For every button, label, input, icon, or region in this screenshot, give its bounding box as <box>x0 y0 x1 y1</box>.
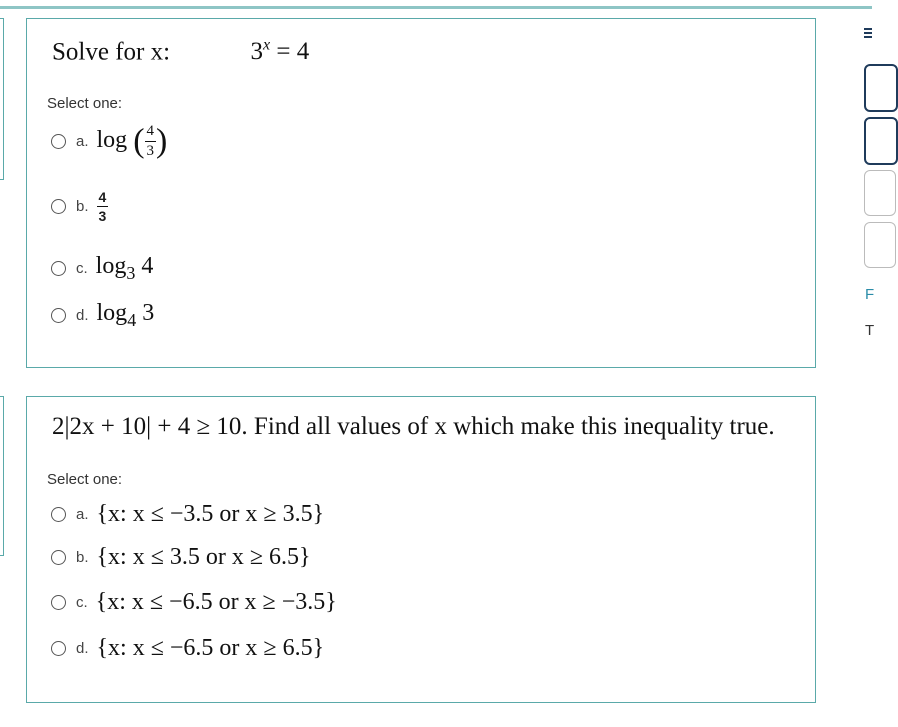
option-text: {x: x ≤ −6.5 or x ≥ 6.5} <box>96 634 325 661</box>
answer-option-b[interactable] <box>51 540 311 574</box>
answer-option-d[interactable] <box>51 631 324 665</box>
quiz-nav-button-1[interactable] <box>864 64 898 112</box>
question-1-equation <box>251 38 310 65</box>
option-letter: d. <box>76 639 89 657</box>
fraction-denominator: 3 <box>98 207 107 224</box>
paren-close: ) <box>156 122 168 159</box>
question-1-prompt: Solve for x: <box>52 38 171 66</box>
menu-icon[interactable] <box>864 28 872 38</box>
select-one-label: Select one: <box>47 95 123 112</box>
radio-button[interactable] <box>51 641 66 656</box>
radio-button[interactable] <box>51 595 66 610</box>
radio-button[interactable] <box>51 199 66 214</box>
log-base: 4 <box>127 309 137 330</box>
radio-button[interactable] <box>51 134 66 149</box>
option-letter: a. <box>76 505 89 523</box>
option-text <box>97 300 155 331</box>
answer-option-a[interactable] <box>51 124 167 158</box>
option-letter: b. <box>76 197 89 215</box>
fraction-denominator: 3 <box>146 142 155 159</box>
answer-option-a[interactable] <box>51 497 324 531</box>
option-text <box>97 190 109 223</box>
answer-option-c[interactable] <box>51 251 153 285</box>
quiz-nav-button-3[interactable] <box>864 170 896 216</box>
select-one-label: Select one: <box>47 471 123 488</box>
radio-button[interactable] <box>51 550 66 565</box>
option-text: {x: x ≤ −3.5 or x ≥ 3.5} <box>96 500 325 527</box>
fraction-numerator: 4 <box>145 124 157 142</box>
option-letter: a. <box>76 132 89 150</box>
answer-option-d[interactable] <box>51 298 154 332</box>
option-text: {x: x ≤ 3.5 or x ≥ 6.5} <box>96 543 311 570</box>
log-argument: 4 <box>141 252 154 279</box>
top-divider <box>0 6 872 9</box>
question-1-text <box>52 37 309 66</box>
log-argument: 3 <box>142 299 155 326</box>
radio-button[interactable] <box>51 261 66 276</box>
fraction-numerator: 4 <box>98 188 107 205</box>
option-letter: b. <box>76 548 89 566</box>
time-left-label: T <box>865 322 875 339</box>
finish-attempt-link[interactable]: F <box>865 286 875 303</box>
question-2-box <box>26 396 816 703</box>
equation-base: 3 <box>250 38 264 66</box>
option-letter: c. <box>76 259 88 277</box>
answer-option-b[interactable] <box>51 189 108 223</box>
log-function: log <box>95 252 127 279</box>
log-function: log <box>96 299 128 326</box>
question-1-box <box>26 18 816 368</box>
log-base: 3 <box>126 262 136 283</box>
answer-option-c[interactable] <box>51 585 337 619</box>
equation-rhs: = 4 <box>276 38 310 66</box>
option-letter: c. <box>76 593 88 611</box>
question-2-text: 2|2x + 10| + 4 ≥ 10. Find all values of x which make this inequality true. <box>52 413 775 440</box>
paren-open: ( <box>133 122 145 159</box>
log-function: log <box>96 126 128 153</box>
quiz-nav-button-2[interactable] <box>864 117 898 165</box>
option-letter: d. <box>76 306 89 324</box>
question-info-panel-1 <box>0 18 4 180</box>
question-info-panel-2 <box>0 396 4 556</box>
quiz-navigation-panel <box>864 0 875 727</box>
radio-button[interactable] <box>51 308 66 323</box>
quiz-nav-button-4[interactable] <box>864 222 896 268</box>
option-text <box>97 124 168 159</box>
radio-button[interactable] <box>51 507 66 522</box>
fraction <box>97 190 109 223</box>
option-text <box>96 253 154 284</box>
option-text: {x: x ≤ −6.5 or x ≥ −3.5} <box>95 588 337 615</box>
fraction <box>145 124 157 159</box>
equation-exponent: x <box>263 37 271 54</box>
